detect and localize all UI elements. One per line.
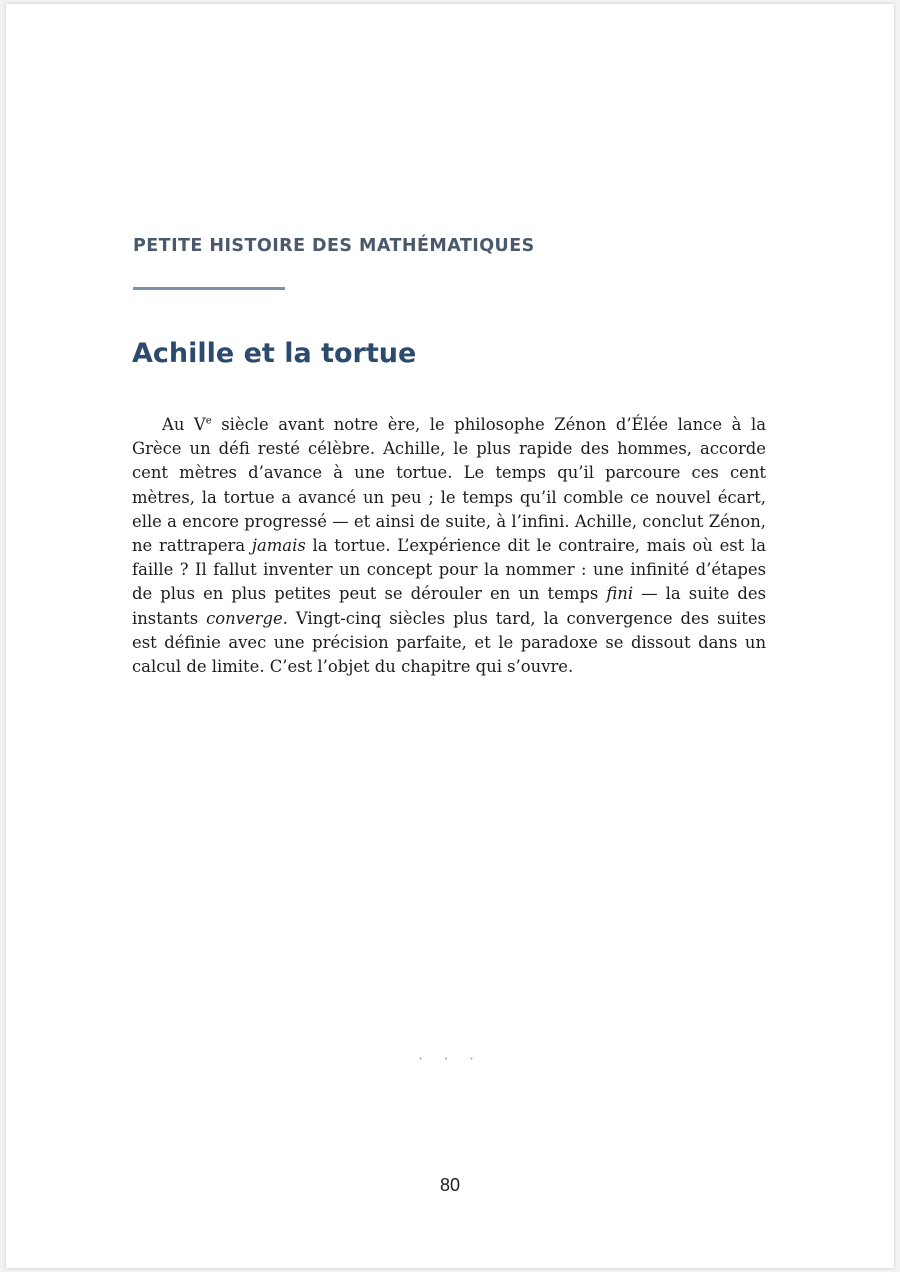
emphasis-jamais: jamais [251,536,306,556]
kicker-underline [133,287,285,290]
page [6,4,894,1268]
chapter-title: Achille et la tortue [132,338,417,369]
emphasis-fini: fini [606,584,634,604]
emphasis-converge: converge. [206,608,288,628]
page-number: 80 [439,1175,461,1195]
paragraph-text-1: Au V [162,415,206,434]
paragraph-text-4: — la suite des instants [132,584,766,628]
century-superscript: e [205,415,212,427]
body-paragraph [132,413,766,679]
section-separator: · · · [418,1050,482,1068]
section-kicker: PETITE HISTOIRE DES MATHÉMATIQUES [133,236,535,256]
paragraph-text-5: Vingt-cinq siècles plus tard, la convergence des suites est définie avec une précision parfaite, et le paradoxe se dissout dans un calcul de limite. C’est l’objet du chapitre qui s’ouvre. [132,608,766,677]
paragraph-text-2: siècle avant notre ère, le philosophe Zénon d’Élée lance à la Grèce un défi resté célèbre. Achille, le plus rapide des hommes, accorde cent mètres d’avance à une tortue. Le temps qu’il parcoure ces cent mètres, la tortue a avancé un peu ; le temps qu’il comble ce nouvel écart, elle a encore progressé — et ainsi de suite, à l’infini. Achille, conclut Zénon, ne rattrapera [132,415,766,556]
paragraph-text-3: la tortue. L’expérience dit le contraire, mais où est la faille ? Il fallut inventer un concept pour la nommer : une infinité d’étapes de plus en plus petites peut se dérouler en un temps [132,536,766,604]
